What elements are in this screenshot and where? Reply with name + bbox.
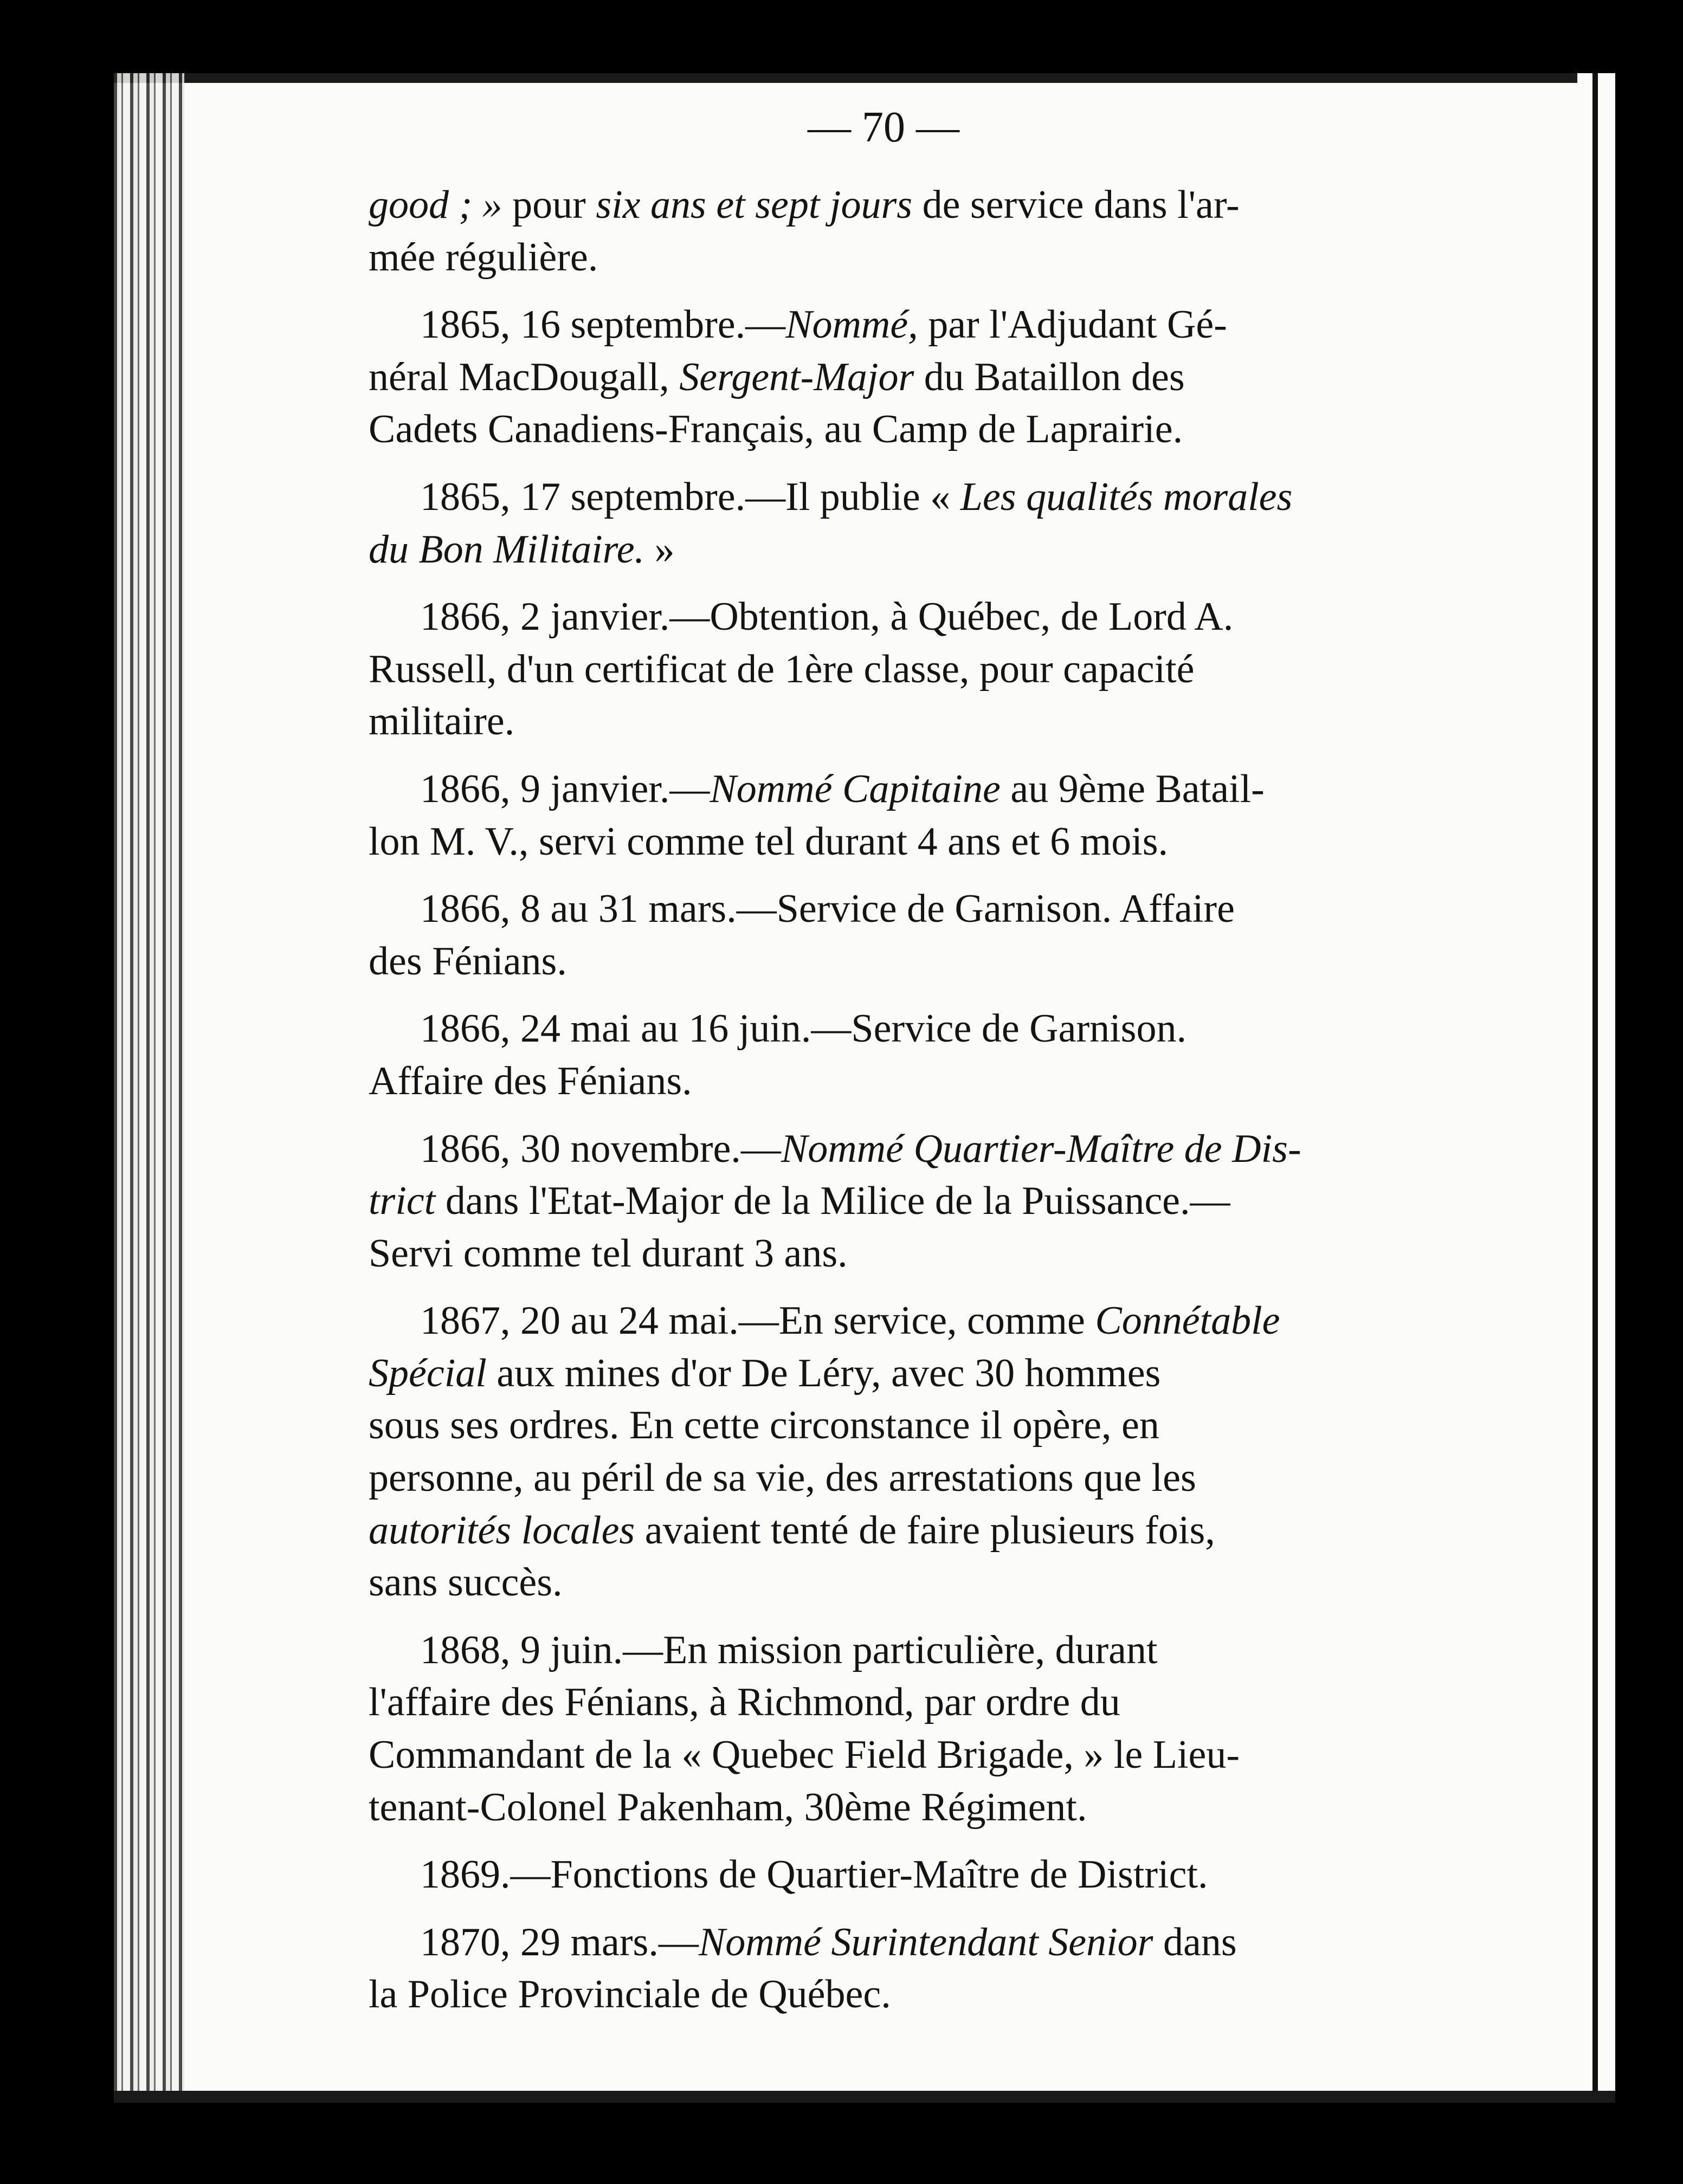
- text-segment: sous ses ordres. En cette circonstance il opère, en: [369, 1403, 1159, 1448]
- text-line: [369, 1175, 1507, 1227]
- paragraph-gap: [369, 456, 1507, 471]
- text-line: [369, 1849, 1507, 1901]
- text-segment: l'affaire des Fénians, à Richmond, par ordre du: [369, 1680, 1120, 1725]
- text-line: [369, 1624, 1507, 1677]
- text-segment: lon M. V., servi comme tel durant 4 ans et 6 mois.: [369, 819, 1169, 864]
- text-line: [369, 1729, 1507, 1781]
- text-segment: mée régulière.: [369, 235, 598, 280]
- text-segment: dans l'Etat-Major de la Milice de la Puissance.—: [435, 1179, 1230, 1224]
- text-line: [369, 1123, 1507, 1175]
- italic-text: Les qualités morales: [960, 474, 1293, 519]
- text-segment: Commandant de la « Quebec Field Brigade, » le Lieu-: [369, 1733, 1240, 1778]
- text-line: [369, 1295, 1507, 1347]
- italic-text: du Bon Militaire.: [369, 527, 645, 572]
- text-segment: 1866, 2 janvier.—Obtention, à Québec, de Lord A.: [420, 595, 1234, 639]
- text-segment: 1866, 8 au 31 mars.—Service de Garnison. Affaire: [420, 887, 1235, 932]
- paragraph-gap: [369, 1833, 1507, 1849]
- text-line: [369, 883, 1507, 935]
- italic-text: Nommé Quartier-Maître de Dis-: [781, 1126, 1301, 1171]
- text-segment: 1870, 29 mars.—: [420, 1920, 699, 1965]
- text-segment: Cadets Canadiens-Français, au Camp de Laprairie.: [369, 407, 1183, 452]
- text-line: [369, 1504, 1507, 1557]
- paragraph-gap: [369, 987, 1507, 1003]
- text-segment: dans: [1153, 1920, 1237, 1965]
- text-segment: par l'Adjudant Gé-: [918, 302, 1227, 347]
- text-segment: du Bataillon des: [914, 354, 1185, 399]
- text-segment: des Fénians.: [369, 939, 567, 984]
- text-line: [369, 1003, 1507, 1055]
- italic-text: autorités locales: [369, 1508, 635, 1553]
- text-segment: 1869.—Fonctions de Quartier-Maître de District.: [420, 1852, 1208, 1897]
- italic-text: Nommé Capitaine: [710, 766, 1001, 811]
- paragraph-gap: [369, 1108, 1507, 1123]
- paragraph-gap: [369, 868, 1507, 883]
- italic-text: Nommé Surintendant Senior: [698, 1920, 1153, 1965]
- text-line: [369, 1452, 1507, 1504]
- text-line: [369, 524, 1507, 576]
- body-text: [369, 179, 1507, 2021]
- italic-text: Spécial: [369, 1351, 487, 1395]
- text-segment: 1867, 20 au 24 mai.—En service, comme: [420, 1298, 1095, 1343]
- text-segment: 1866, 24 mai au 16 juin.—Service de Garnison.: [420, 1006, 1187, 1051]
- text-segment: Affaire des Fénians.: [369, 1058, 692, 1103]
- paragraph-gap: [369, 748, 1507, 763]
- text-segment: militaire.: [369, 699, 515, 744]
- italic-text: six ans et sept jours: [596, 183, 913, 227]
- paragraph-gap: [369, 1609, 1507, 1624]
- text-segment: néral MacDougall,: [369, 354, 680, 399]
- italic-text: Connétable: [1095, 1298, 1280, 1343]
- text-line: [369, 1676, 1507, 1729]
- text-segment: 1865, 16 septembre.—: [420, 302, 786, 347]
- text-segment: 1866, 9 janvier.—: [420, 766, 710, 811]
- text-segment: 1866, 30 novembre.—: [420, 1126, 781, 1171]
- text-line: [369, 935, 1507, 988]
- paragraph-gap: [369, 1280, 1507, 1295]
- text-line: [369, 403, 1507, 456]
- text-line: [369, 1916, 1507, 1969]
- scan-top-edge: [114, 73, 1615, 83]
- text-segment: au 9ème Batail-: [1000, 766, 1265, 811]
- text-segment: sans succès.: [369, 1560, 563, 1605]
- paragraph-gap: [369, 1901, 1507, 1916]
- text-line: [369, 1227, 1507, 1280]
- text-line: [369, 1781, 1507, 1834]
- text-line: [369, 1055, 1507, 1108]
- text-line: [369, 1347, 1507, 1400]
- text-line: [369, 351, 1507, 404]
- scan-right-edge: [1577, 73, 1615, 2103]
- text-segment: la Police Provinciale de Québec.: [369, 1972, 891, 2017]
- text-line: [369, 1968, 1507, 2021]
- text-line: [369, 643, 1507, 696]
- page-number: — 70 —: [808, 104, 959, 151]
- paragraph-gap: [369, 576, 1507, 591]
- text-segment: avaient tenté de faire plusieurs fois,: [635, 1508, 1215, 1553]
- text-segment: aux mines d'or De Léry, avec 30 hommes: [486, 1351, 1161, 1395]
- text-line: [369, 1556, 1507, 1609]
- italic-text: Sergent-Major: [679, 354, 914, 399]
- text-segment: de service dans l'ar-: [912, 183, 1240, 227]
- text-segment: 1865, 17 septembre.—Il publie «: [420, 474, 960, 519]
- italic-text: trict: [369, 1179, 436, 1224]
- paragraph-gap: [369, 283, 1507, 299]
- text-segment: tenant-Colonel Pakenham, 30ème Régiment.: [369, 1785, 1087, 1830]
- text-segment: Russell, d'un certificat de 1ère classe, pour capacité: [369, 647, 1195, 692]
- text-line: [369, 591, 1507, 643]
- scan-binding-gutter: [114, 73, 184, 2103]
- text-line: [369, 471, 1507, 524]
- text-segment: pour: [502, 183, 596, 227]
- text-line: [369, 231, 1507, 284]
- text-segment: personne, au péril de sa vie, des arrestations que les: [369, 1456, 1196, 1501]
- italic-text: good ; »: [369, 183, 502, 227]
- text-segment: 1868, 9 juin.—En mission particulière, durant: [420, 1627, 1158, 1672]
- text-line: [369, 299, 1507, 351]
- text-line: [369, 179, 1507, 231]
- text-line: [369, 1399, 1507, 1452]
- text-line: [369, 763, 1507, 816]
- text-segment: »: [644, 527, 675, 572]
- text-line: [369, 695, 1507, 748]
- text-line: [369, 816, 1507, 868]
- scan-bottom-edge: [114, 2091, 1615, 2103]
- italic-text: Nommé,: [785, 302, 918, 347]
- text-segment: Servi comme tel durant 3 ans.: [369, 1231, 848, 1276]
